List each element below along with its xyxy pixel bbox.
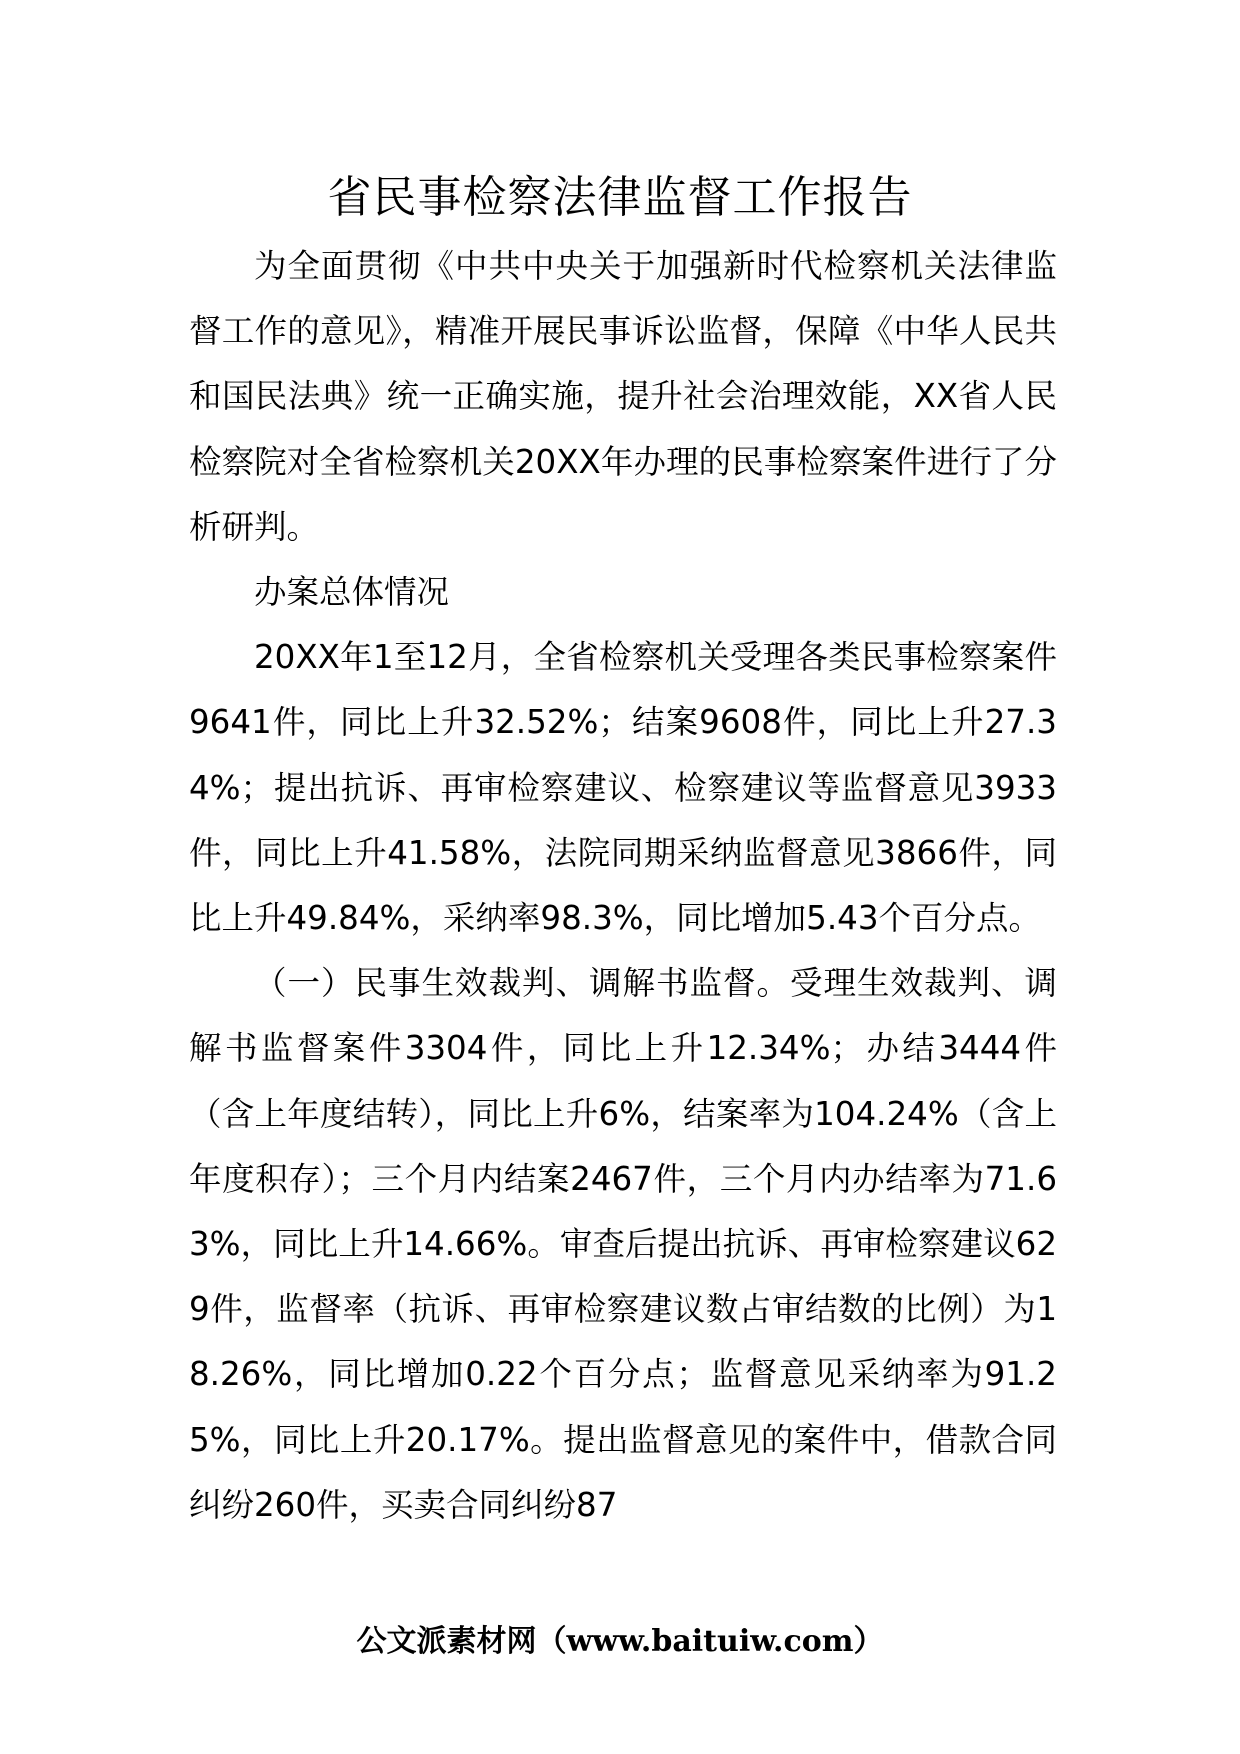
subsection-paragraph: （一）民事生效裁判、调解书监督。受理生效裁判、调解书监督案件3304件，同比上升12.34%；办结3444件（含上年度结转），同比上升6%，结案率为104.24%（含上年度积存）；三个月内结案2467件，三个月内办结率为71.63%，同比上升14.66%。审查后提出抗诉、再审检察建议629件，监督率（抗诉、再审检察建议数占审结数的比例）为18.26%，同比增加0.22个百分点；监督意见采纳率为91.25%，同比上升20.17%。提出监督意见的案件中，借款合同纠纷260件，买卖合同纠纷87 — [189, 964, 1057, 1524]
section-heading: 办案总体情况 — [254, 573, 450, 612]
document-body — [189, 234, 1057, 1538]
watermark-footer: 公文派素材网（www.baituiw.com） — [356, 1624, 884, 1659]
overview-paragraph: 20XX年1至12月，全省检察机关受理各类民事检察案件9641件，同比上升32.52%；结案9608件，同比上升27.34%；提出抗诉、再审检察建议、检察建议等监督意见3933件，同比上升41.58%，法院同期采纳监督意见3866件，同比上升49.84%，采纳率98.3%，同比增加5.43个百分点。 — [189, 638, 1057, 938]
document-title: 省民事检察法律监督工作报告 — [327, 172, 913, 223]
intro-paragraph: 为全面贯彻《中共中央关于加强新时代检察机关法律监督工作的意见》，精准开展民事诉讼监督，保障《中华人民共和国民法典》统一正确实施，提升社会治理效能，XX省人民检察院对全省检察机关20XX年办理的民事检察案件进行了分析研判。 — [189, 247, 1057, 546]
